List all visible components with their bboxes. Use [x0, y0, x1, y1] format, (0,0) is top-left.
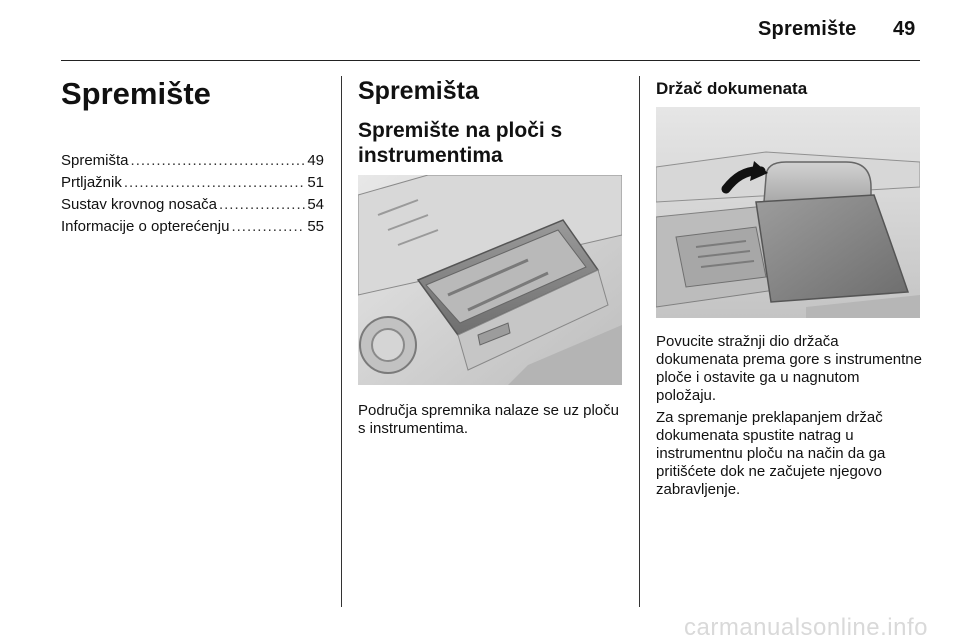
section-heading: Spremišta: [358, 77, 479, 105]
toc-entry-page: 49: [307, 152, 324, 169]
toc-entry-page: 54: [307, 196, 324, 213]
toc-entry-page: 55: [307, 218, 324, 235]
storage-section: [358, 76, 624, 168]
toc-entry[interactable]: [61, 172, 324, 194]
caption-text: Područja spremnika nalaze se uz ploču s instrumentima.: [358, 402, 619, 437]
toc-entry-label: Prtljažnik: [61, 174, 122, 191]
chapter-column: [61, 76, 324, 238]
document-holder-heading: Držač dokumenata: [656, 79, 808, 98]
toc-entry[interactable]: [61, 194, 324, 216]
toc-entry[interactable]: [61, 216, 324, 238]
toc-entry[interactable]: [61, 150, 324, 172]
watermark: carmanualsonline.info: [684, 614, 928, 641]
document-holder-text: [656, 333, 922, 499]
storage-caption: [358, 402, 624, 438]
toc-leader-dots: [219, 194, 305, 216]
instruction-paragraph: Povucite stražnji dio držača dokumenata prema gore s instrumentne ploče i ostavite ga u nagnutom položaju.: [656, 333, 922, 404]
section-subheading: Spremište na ploči s instrumentima: [358, 119, 563, 167]
toc-leader-dots: [131, 150, 306, 172]
chapter-title: Spremište: [61, 76, 211, 111]
glovebox-illustration: [358, 175, 622, 385]
column-divider-right: [639, 76, 640, 607]
toc-entry-label: Spremišta: [61, 152, 129, 169]
instruction-paragraph: Za spremanje preklapanjem držač dokumenata spustite natrag u instrumentnu ploču na način da ga pritišćete dok ne začujete njegovo zabravljenje.: [656, 409, 886, 498]
running-header-title: Spremište: [758, 18, 857, 40]
toc-leader-dots: [124, 172, 305, 194]
table-of-contents: [61, 150, 324, 238]
toc-entry-label: Informacije o opterećenju: [61, 218, 230, 235]
toc-leader-dots: [231, 216, 305, 238]
header-divider: [61, 60, 920, 61]
page-number: 49: [893, 18, 916, 40]
column-divider-left: [341, 76, 342, 607]
toc-entry-label: Sustav krovnog nosača: [61, 196, 217, 213]
document-holder-section: [656, 76, 922, 100]
toc-entry-page: 51: [307, 174, 324, 191]
document-holder-illustration: [656, 107, 920, 318]
